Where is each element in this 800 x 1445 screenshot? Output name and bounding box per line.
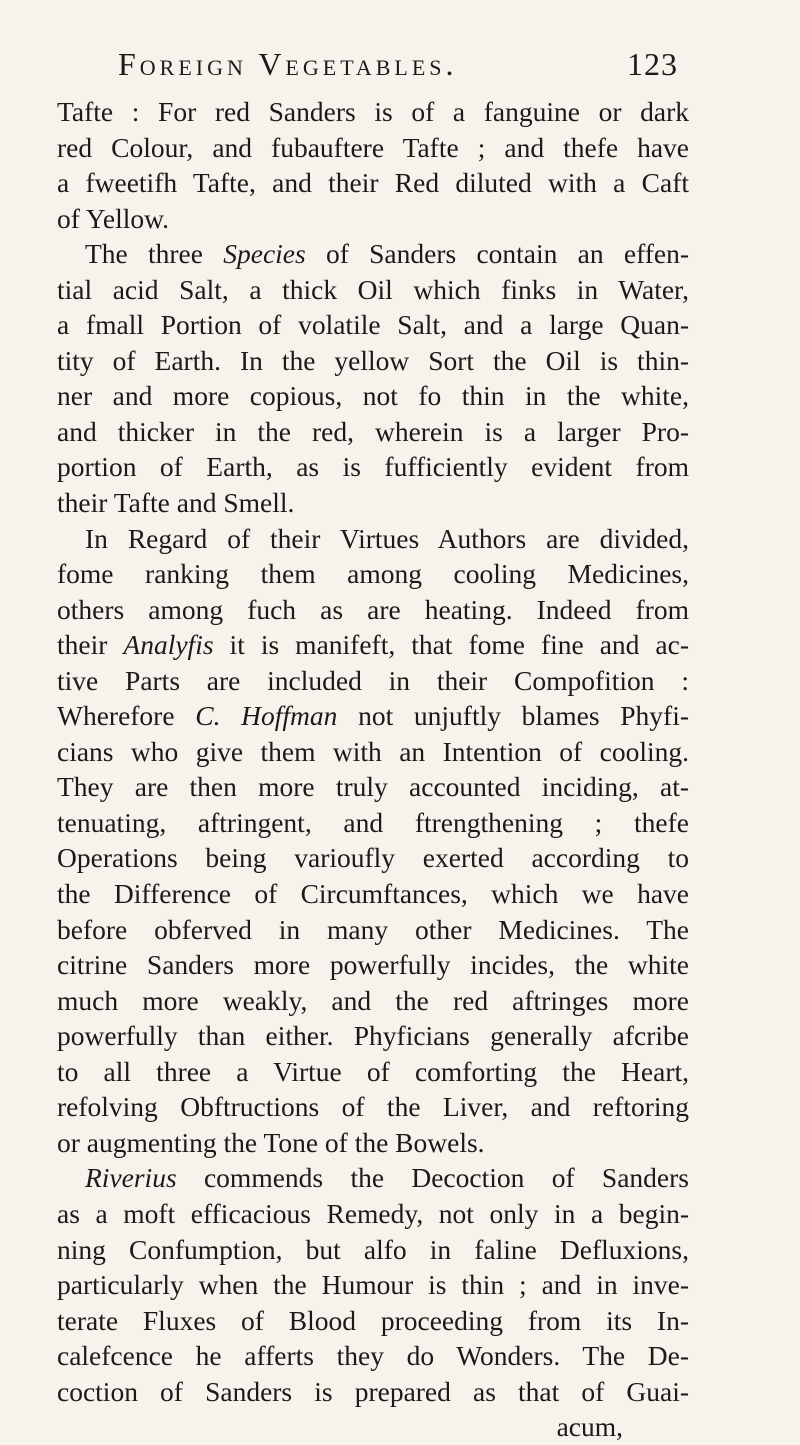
text-line: ner and more copious, not fo thin in the white,: [57, 380, 689, 412]
text-line: their Analyfis it is manifeft, that fome fine and ac-: [57, 629, 689, 661]
author-name: Riverius: [85, 1162, 177, 1194]
text-line: ning Confumption, but alfo in faline Defluxions,: [57, 1233, 689, 1265]
text-line: fome ranking them among cooling Medicines,: [57, 558, 689, 590]
text-line: tive Parts are included in their Compofition :: [57, 664, 689, 696]
text-line: much more weakly, and the red aftringes more: [57, 984, 689, 1016]
text-line: In Regard of their Virtues Authors are divided,: [85, 522, 689, 554]
text-line: Tafte : For red Sanders is of a fanguine or dark: [57, 96, 689, 127]
text-line: before obferved in many other Medicines. The: [57, 913, 689, 945]
text-line: others among fuch as are heating. Indeed from: [57, 593, 689, 625]
text-line: citrine Sanders more powerfully incides, the white: [57, 949, 689, 981]
text-line: tenuating, aftringent, and ftrengthening ; thefe: [57, 806, 689, 838]
text-line: refolving Obftructions of the Liver, and reftoring: [57, 1091, 689, 1123]
running-head: [118, 42, 678, 86]
text-line: portion of Earth, as is fufficiently evident from: [57, 451, 689, 483]
text-line: their Tafte and Smell.: [57, 487, 295, 519]
text-line: of Yellow.: [57, 202, 170, 234]
text-line: and thicker in the red, wherein is a larger Pro-: [57, 415, 689, 447]
text-line: Wherefore C. Hoffman not unjuftly blames Phyfi-: [57, 700, 689, 732]
text-line: Operations being varioufly exerted according to: [57, 842, 689, 874]
text-line: particularly when the Humour is thin ; and in inve-: [57, 1269, 689, 1301]
catchword: acum,: [556, 1411, 623, 1443]
text-line: to all three a Virtue of comforting the Heart,: [57, 1055, 689, 1087]
page-number: 123: [627, 46, 678, 82]
text-line: tial acid Salt, a thick Oil which finks in Water,: [57, 273, 689, 305]
text-line: The three Species of Sanders contain an effen-: [85, 238, 689, 270]
analysis-term: Analyfis: [123, 629, 214, 661]
text-line: the Difference of Circumftances, which we have: [57, 878, 689, 910]
text-line: a fmall Portion of volatile Salt, and a large Quan-: [57, 309, 689, 341]
body-text: [57, 94, 689, 1445]
text-line: Riverius commends the Decoction of Sanders: [85, 1162, 689, 1194]
text-line: or augmenting the Tone of the Bowels.: [57, 1126, 485, 1158]
running-title: Foreign Vegetables.: [118, 46, 458, 82]
text-line: cians who give them with an Intention of cooling.: [57, 735, 689, 767]
text-line: terate Fluxes of Blood proceeding from its In-: [57, 1304, 689, 1336]
text-line: powerfully than either. Phyficians generally afcribe: [57, 1020, 689, 1052]
text-line: a fweetifh Tafte, and their Red diluted with a Caft: [57, 167, 689, 199]
author-name: C. Hoffman: [195, 700, 338, 732]
text-line: as a moft efficacious Remedy, not only in a begin-: [57, 1197, 689, 1229]
text-line: red Colour, and fubauftere Tafte ; and thefe have: [57, 131, 689, 163]
text-line: They are then more truly accounted inciding, at-: [57, 771, 689, 803]
text-line: calefcence he afferts they do Wonders. The De-: [57, 1340, 689, 1372]
species-term: Species: [223, 238, 306, 270]
text-line: coction of Sanders is prepared as that of Guai-: [57, 1375, 689, 1407]
text-line: tity of Earth. In the yellow Sort the Oil is thin-: [57, 344, 689, 376]
